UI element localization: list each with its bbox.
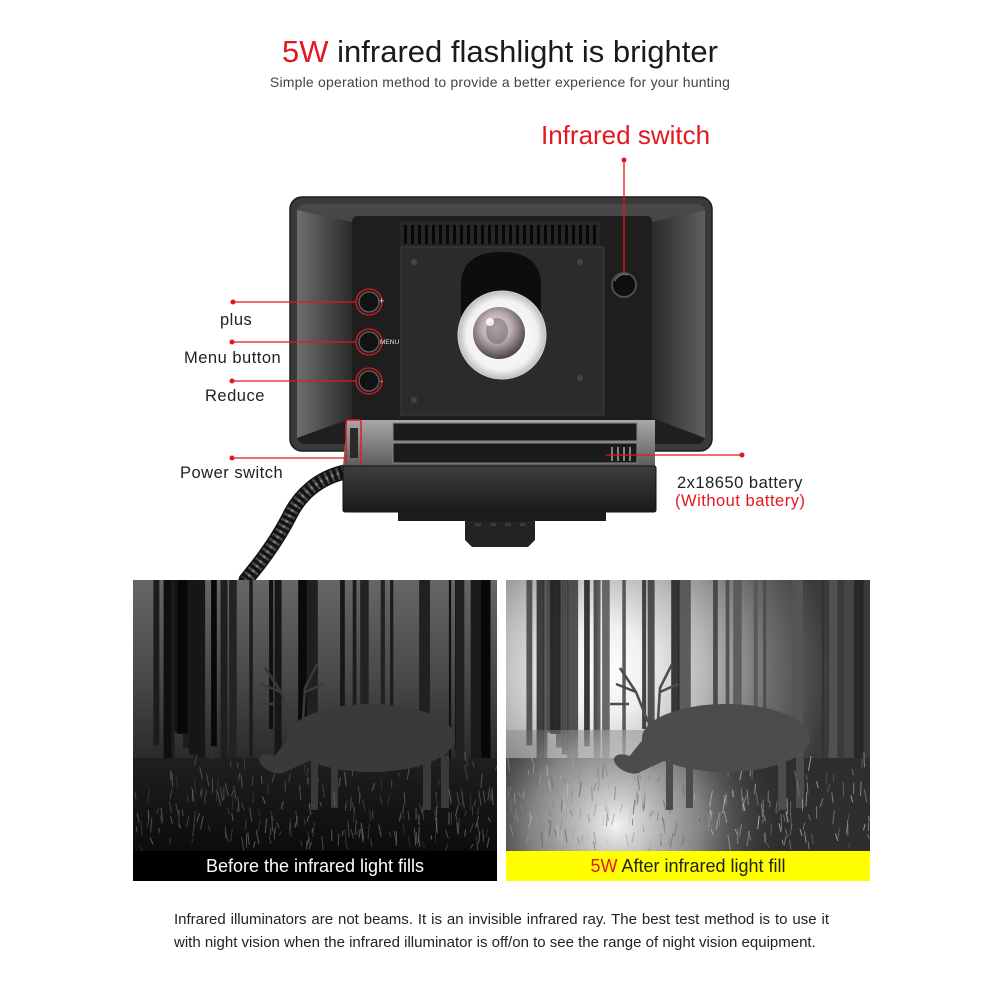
grass-blade: [781, 814, 782, 830]
grass-blade: [572, 829, 573, 838]
menu-button-cap: [359, 332, 379, 352]
tree-trunk: [153, 580, 159, 745]
battery-bay: [393, 443, 637, 463]
infrared-switch-cap: [612, 273, 636, 297]
infrared-switch-leader-dot: [622, 158, 627, 163]
tree-trunk: [221, 580, 228, 780]
grass-blade: [177, 775, 178, 788]
tree-trunk: [164, 580, 172, 781]
vent-slot: [404, 225, 407, 244]
deer-leg: [311, 760, 318, 810]
vent-slot: [544, 225, 547, 244]
deer-leg: [778, 760, 786, 810]
grass-blade: [338, 834, 339, 847]
vent-slot: [593, 225, 596, 244]
caption-after-highlight: 5W: [590, 856, 618, 876]
vent-slot: [432, 225, 435, 244]
power-leader-dot: [230, 456, 235, 461]
grass-blade: [231, 761, 232, 768]
menu-button-label: MENU: [380, 339, 400, 346]
mount-notch: [505, 523, 511, 526]
reduce-button: [356, 368, 383, 394]
tree-trunk: [622, 580, 626, 756]
vent-slot: [558, 225, 561, 244]
tree-trunk: [584, 580, 590, 746]
coiled-cable: [246, 472, 345, 580]
tree-trunk: [177, 580, 188, 734]
grass-blade: [172, 773, 173, 787]
plus-leader-dot: [231, 300, 236, 305]
grass-blade: [261, 776, 262, 784]
caption-before: Before the infrared light fills: [133, 851, 497, 881]
grass-blade: [305, 765, 306, 773]
vent-slot: [460, 225, 463, 244]
rivet: [577, 259, 583, 265]
vent-slot: [488, 225, 491, 244]
vent-slot: [446, 225, 449, 244]
vent-slot: [474, 225, 477, 244]
grass-blade: [431, 835, 432, 839]
rivet: [577, 375, 583, 381]
battery-box: [343, 466, 656, 512]
vent-slot: [516, 225, 519, 244]
infrared-switch-label: Infrared switch: [541, 120, 711, 150]
grass-blade: [514, 793, 515, 803]
tree-trunk: [550, 580, 561, 734]
page-subtitle: Simple operation method to provide a better experience for your hunting: [269, 74, 731, 90]
vent-slot: [425, 225, 428, 244]
deer-leg: [441, 756, 449, 808]
vent-slot: [467, 225, 470, 244]
vent-slot: [495, 225, 498, 244]
grass-blade: [533, 763, 534, 774]
vent-slot: [411, 225, 414, 244]
infrared-switch-button: [612, 273, 636, 297]
rivet: [411, 397, 417, 403]
description-paragraph: Infrared illuminators are not beams. It is an invisible infrared ray. The best test method is to use it with night vision when the infrared illuminator is off/on to see the range of night vision equipment.: [174, 911, 829, 951]
tree-trunk: [526, 580, 532, 745]
grass-blade: [607, 815, 608, 826]
vent-slot: [551, 225, 554, 244]
vent-slot: [530, 225, 533, 244]
vent-band: [400, 221, 600, 247]
photo-after: [506, 580, 870, 881]
grass-blade: [462, 801, 463, 806]
battery-label: 2x18650 battery: [677, 474, 803, 492]
grass-blade: [566, 805, 567, 816]
caption-after-text: After infrared light fill: [617, 856, 786, 876]
tree-trunk: [275, 580, 282, 767]
grass-blade: [763, 800, 764, 814]
mount-notch: [520, 523, 526, 526]
rivet: [411, 259, 417, 265]
grass-blade: [644, 794, 645, 809]
grass-blade: [643, 803, 644, 810]
plus-label: plus: [220, 311, 253, 329]
grass-blade: [787, 799, 788, 814]
housing-bevel-right: [652, 210, 705, 438]
grass-blade: [603, 815, 604, 825]
vent-slot: [509, 225, 512, 244]
deer-leg: [686, 762, 693, 808]
vent-slot: [586, 225, 589, 244]
night-scene-after: [506, 580, 870, 851]
caption-after: [506, 851, 870, 881]
tree-trunk: [194, 580, 205, 761]
battery-note-label: (Without battery): [675, 492, 806, 510]
grass-blade: [588, 828, 589, 841]
grass-blade: [861, 781, 862, 796]
grass-blade: [225, 827, 226, 839]
reduce-button-label: -: [380, 376, 383, 386]
grass-blade: [351, 797, 352, 811]
grass-blade: [733, 790, 734, 797]
grass-blade: [584, 788, 585, 804]
grass-blade: [806, 792, 807, 806]
power-switch-label: Power switch: [180, 464, 284, 482]
grass-blade: [864, 753, 865, 768]
grass-blade: [451, 795, 452, 802]
grass-blade: [592, 786, 593, 802]
vent-slot: [572, 225, 575, 244]
cable-body: [246, 472, 345, 580]
housing-bevel-left: [297, 210, 352, 438]
menu-leader-dot: [230, 340, 235, 345]
battery-bay: [393, 423, 637, 441]
bulb-highlight: [486, 318, 494, 326]
infrared-lamp: [458, 252, 546, 379]
vent-slot: [439, 225, 442, 244]
menu-button-label: Menu button: [184, 349, 282, 367]
vent-slot: [579, 225, 582, 244]
tree-trunk: [249, 580, 253, 756]
grass-blade: [868, 823, 869, 831]
reduce-label: Reduce: [205, 387, 265, 405]
grass-blade: [381, 778, 382, 790]
grass-blade: [847, 821, 848, 836]
grass-blade: [547, 765, 548, 776]
grass-blade: [201, 789, 202, 798]
vent-slot: [565, 225, 568, 244]
grass-blade: [370, 811, 371, 821]
mount-notch: [475, 523, 481, 526]
grass-blade: [808, 842, 809, 849]
vent-slot: [502, 225, 505, 244]
photo-before: [133, 580, 497, 881]
vent-slot: [481, 225, 484, 244]
grass-blade: [643, 827, 644, 833]
title-text: infrared flashlight is brighter: [328, 34, 718, 69]
plus-button-cap: [359, 292, 379, 312]
grass-blade: [582, 835, 583, 841]
battery-compartment: [343, 420, 656, 547]
power-switch: [350, 428, 358, 458]
tree-trunk: [229, 580, 237, 782]
page-title: [0, 33, 1000, 71]
vent-slot: [523, 225, 526, 244]
mounting-rail: [398, 512, 606, 521]
grass-blade: [310, 803, 311, 808]
tree-trunk: [269, 580, 273, 729]
deer-leg: [666, 760, 673, 810]
battery-leader-dot: [740, 453, 745, 458]
night-scene-before: [133, 580, 497, 851]
deer-leg: [423, 760, 431, 810]
grass-blade: [532, 753, 533, 762]
reduce-button-cap: [359, 371, 379, 391]
mount-notch: [490, 523, 496, 526]
vent-slot: [453, 225, 456, 244]
vent-slot: [418, 225, 421, 244]
grass-blade: [869, 816, 870, 821]
title-highlight: 5W: [282, 34, 329, 69]
plus-button-label: +: [379, 296, 385, 306]
vent-slot: [537, 225, 540, 244]
tree-trunk: [456, 580, 465, 782]
tree-trunk: [211, 580, 217, 746]
reduce-leader-dot: [230, 379, 235, 384]
